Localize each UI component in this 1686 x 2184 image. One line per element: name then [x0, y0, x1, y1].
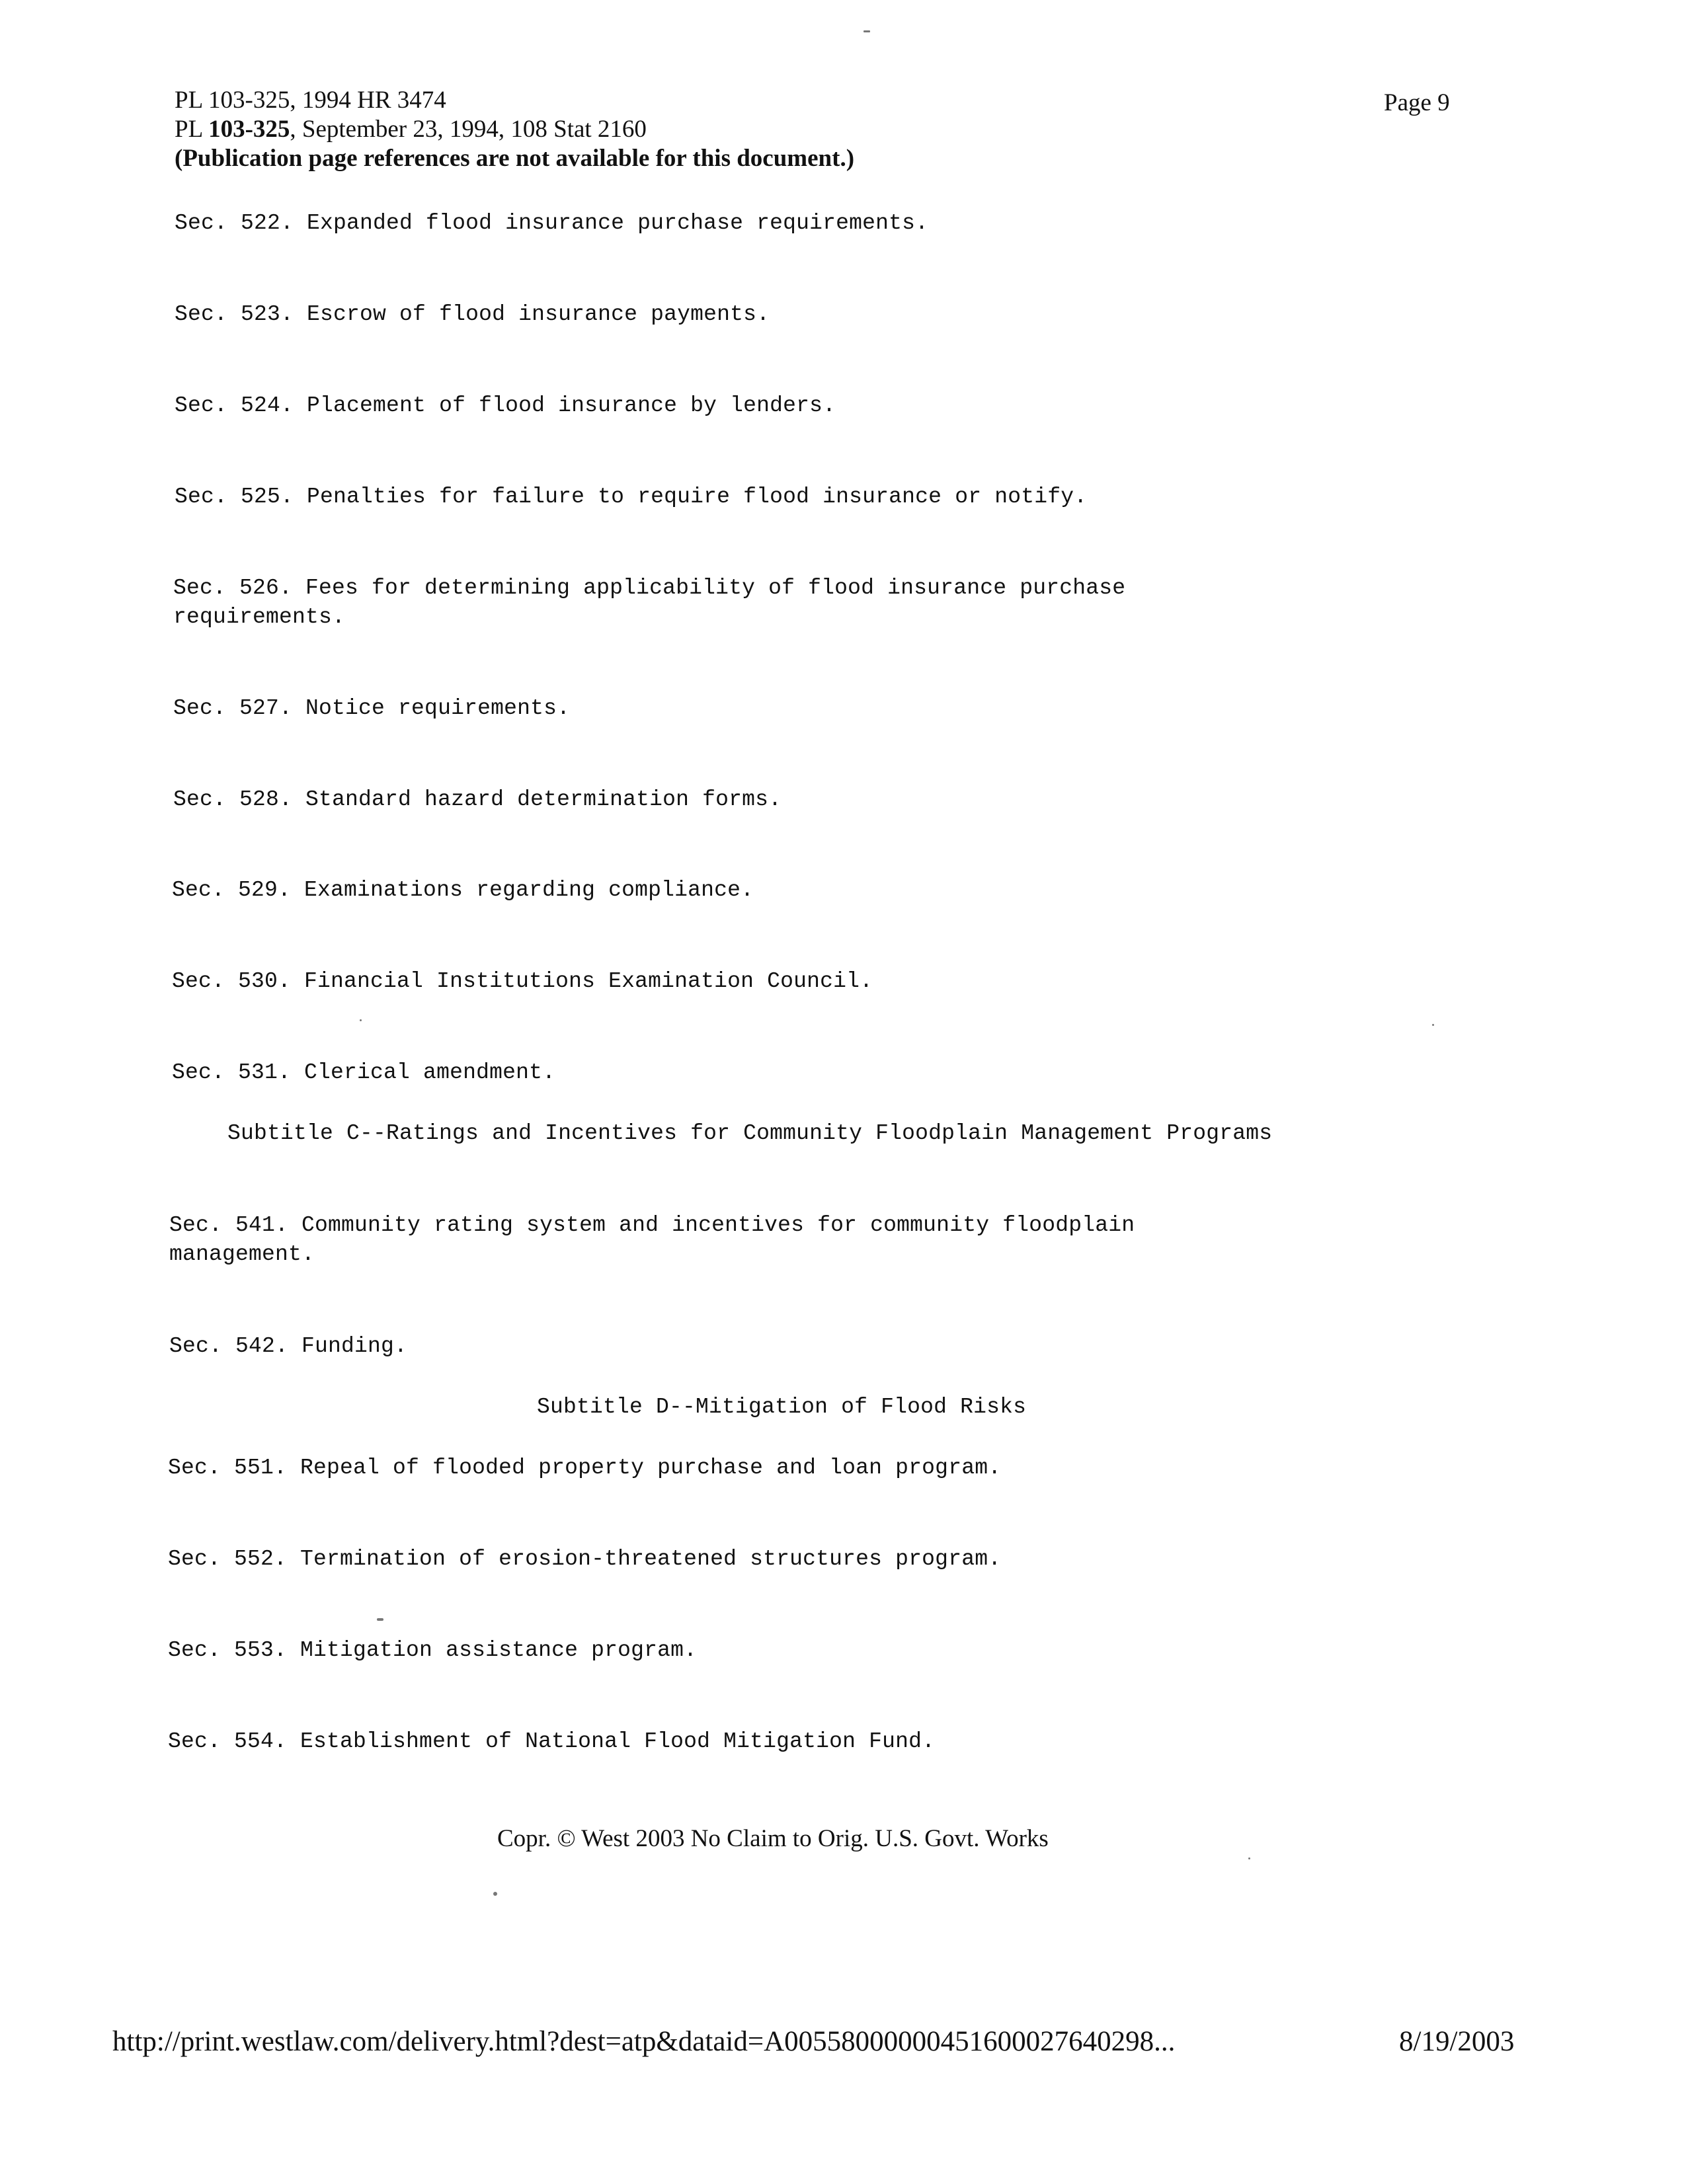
copyright-notice: Copr. © West 2003 No Claim to Orig. U.S. Govt. Works: [497, 1825, 1049, 1852]
section-530: Sec. 530. Financial Institutions Examination Council.: [172, 969, 873, 994]
subtitle-c-heading: Subtitle C--Ratings and Incentives for Community Floodplain Management Programs: [227, 1121, 1273, 1146]
citation-public-law-number: 103-325: [208, 116, 290, 143]
section-528: Sec. 528. Standard hazard determination forms.: [173, 787, 782, 812]
section-542: Sec. 542. Funding.: [169, 1334, 408, 1358]
page-number: Page 9: [1384, 89, 1450, 116]
citation-suffix: , September 23, 1994, 108 Stat 2160: [290, 116, 647, 143]
section-551: Sec. 551. Repeal of flooded property purchase and loan program.: [168, 1456, 1002, 1480]
section-522: Sec. 522. Expanded flood insurance purchase requirements.: [175, 211, 929, 235]
scan-speck: [377, 1618, 383, 1621]
section-523: Sec. 523. Escrow of flood insurance payments.: [175, 302, 770, 327]
section-526-line-2: requirements.: [173, 605, 346, 629]
subtitle-d-heading: Subtitle D--Mitigation of Flood Risks: [537, 1395, 1027, 1419]
section-527: Sec. 527. Notice requirements.: [173, 696, 571, 721]
section-541-line-1: Sec. 541. Community rating system and incentives for community floodplain: [169, 1213, 1135, 1237]
section-552: Sec. 552. Termination of erosion-threatened structures program.: [168, 1547, 1002, 1571]
citation-line-1: PL 103-325, 1994 HR 3474: [175, 87, 446, 114]
section-529: Sec. 529. Examinations regarding compliance.: [172, 878, 754, 902]
print-url: http://print.westlaw.com/delivery.html?dest=atp&dataid=A00558000000451600027640298...: [112, 2026, 1176, 2057]
scan-speck: [1432, 1024, 1434, 1026]
scan-speck: [863, 30, 870, 32]
section-525: Sec. 525. Penalties for failure to require flood insurance or notify.: [175, 485, 1088, 509]
scan-speck: [360, 1019, 362, 1021]
section-541-line-2: management.: [169, 1242, 315, 1267]
section-526-line-1: Sec. 526. Fees for determining applicability of flood insurance purchase: [173, 576, 1126, 600]
citation-prefix: PL: [175, 116, 209, 143]
citation-line-2: [175, 115, 647, 144]
section-553: Sec. 553. Mitigation assistance program.: [168, 1638, 698, 1662]
publication-note: (Publication page references are not available for this document.): [175, 145, 855, 172]
section-554: Sec. 554. Establishment of National Flood Mitigation Fund.: [168, 1729, 936, 1754]
scan-speck: [1248, 1857, 1250, 1859]
scan-speck: [493, 1892, 497, 1896]
print-date: 8/19/2003: [1399, 2026, 1515, 2057]
section-524: Sec. 524. Placement of flood insurance by lenders.: [175, 393, 836, 418]
section-531: Sec. 531. Clerical amendment.: [172, 1060, 556, 1085]
